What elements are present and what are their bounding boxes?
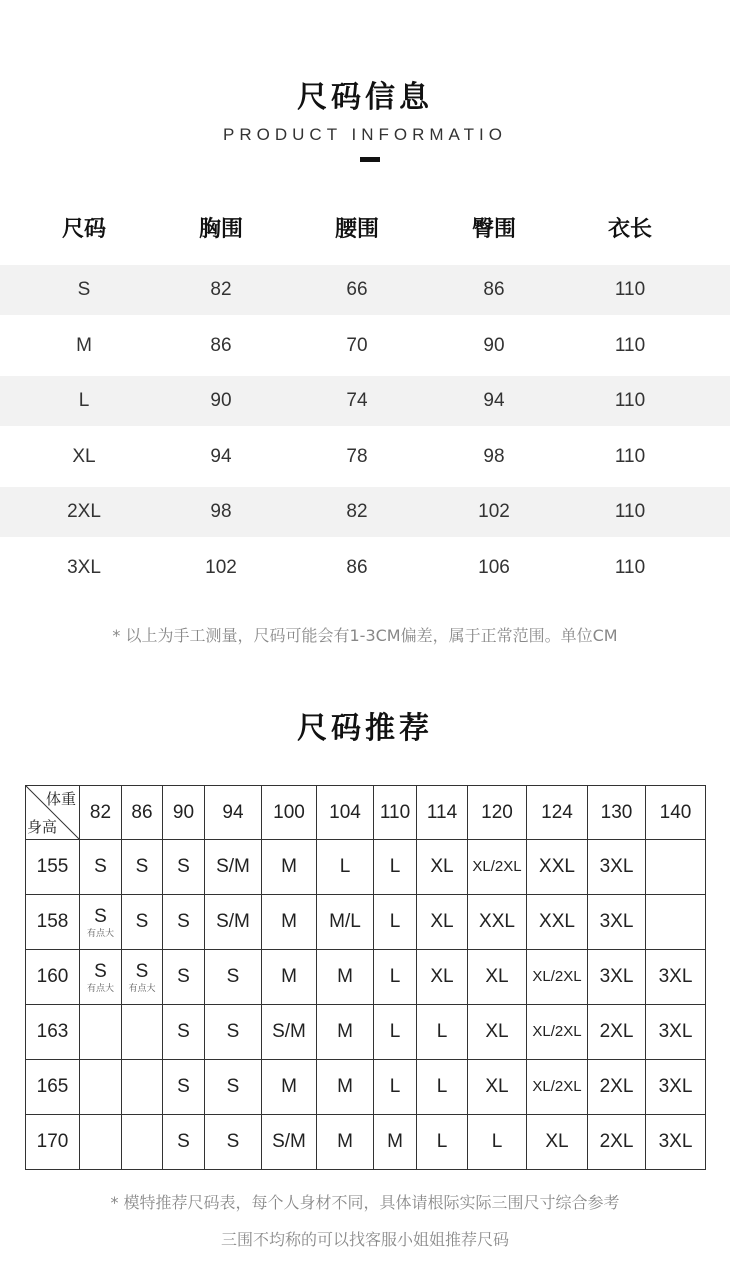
recommended-size: S: [226, 1076, 240, 1097]
size-cell: 110: [614, 501, 646, 522]
size-recommend-cell: [588, 1060, 646, 1115]
size-recommend-cell: [122, 1005, 163, 1060]
size-recommend-cell: [205, 950, 262, 1005]
header-size: 尺码: [61, 217, 106, 242]
size-cell: 2XL: [67, 501, 101, 522]
size-cell: 82: [346, 501, 368, 522]
weight-header-cell: 100: [262, 786, 317, 840]
size-row: [0, 265, 730, 315]
size-recommend-cell: [646, 950, 706, 1005]
size-recommend-cell: [163, 1115, 205, 1170]
size-cell: 3XL: [67, 556, 101, 578]
recommended-size: XL/2XL: [472, 858, 522, 875]
size-recommend-cell: [527, 1005, 588, 1060]
size-cell: 86: [346, 556, 368, 578]
recommend-row: [26, 1005, 706, 1060]
weight-header-cell: 86: [122, 786, 163, 840]
size-recommend-cell: [163, 1005, 205, 1060]
size-recommend-cell: [588, 895, 646, 950]
size-recommend-cell: [122, 1060, 163, 1115]
size-recommend-cell: [588, 950, 646, 1005]
size-recommend-cell: [646, 895, 706, 950]
recommended-size: L: [491, 1131, 503, 1152]
size-row: [0, 321, 730, 371]
size-cell: 110: [614, 279, 646, 300]
size-recommend-cell: [262, 840, 317, 895]
size-cell: 98: [483, 445, 505, 467]
title-divider: [360, 157, 380, 162]
size-cell: S: [77, 279, 91, 300]
size-info-title: 尺码信息: [297, 80, 433, 115]
height-cell: 163: [26, 1005, 80, 1060]
recommended-size: M: [281, 911, 297, 932]
recommend-header-row: [26, 786, 706, 840]
size-cell: 98: [210, 501, 232, 522]
recommended-size: S: [177, 911, 190, 932]
size-recommend-cell: [317, 895, 374, 950]
size-cell: 86: [210, 334, 232, 356]
recommended-size: M: [337, 1131, 353, 1152]
recommend-row: [26, 840, 706, 895]
recommended-size: XXL: [479, 911, 515, 932]
recommended-size: XL: [430, 966, 454, 987]
recommended-size: XL/2XL: [532, 1078, 582, 1095]
size-recommend-cell: [468, 1060, 527, 1115]
size-cell: 66: [346, 279, 368, 300]
recommended-size: 3XL: [599, 966, 634, 987]
recommend-note-line1: * 模特推荐尺码表，每个人身材不同，具体请根际实际三围尺寸综合参考: [110, 1193, 620, 1212]
recommended-size: S: [177, 1076, 190, 1097]
recommended-size: S: [94, 906, 107, 927]
size-recommend-cell: [262, 1005, 317, 1060]
size-recommend-cell: [374, 840, 417, 895]
size-recommend-cell: [262, 895, 317, 950]
recommended-size: M: [337, 1021, 353, 1042]
recommended-size: M: [387, 1131, 403, 1152]
size-recommend-cell: [122, 895, 163, 950]
recommended-size: S/M: [216, 911, 250, 932]
recommended-size: S: [94, 961, 107, 982]
header-length: 衣长: [607, 217, 652, 242]
size-recommend-cell: [205, 895, 262, 950]
recommended-size: 2XL: [599, 1021, 634, 1042]
size-recommend-cell: [646, 1115, 706, 1170]
weight-header-cell: 90: [163, 786, 205, 840]
height-cell: 158: [26, 895, 80, 950]
recommended-size: L: [339, 856, 351, 877]
size-recommend-cell: [163, 840, 205, 895]
recommended-size: M: [281, 1076, 297, 1097]
size-recommend-cell: [317, 1060, 374, 1115]
size-recommend-cell: [527, 950, 588, 1005]
size-recommend-cell: [468, 1115, 527, 1170]
recommend-row: [26, 1115, 706, 1170]
recommended-size: S: [177, 856, 190, 877]
size-recommend-cell: [417, 950, 468, 1005]
size-cell: 102: [478, 501, 510, 522]
size-recommend-cell: [262, 950, 317, 1005]
size-recommend-cell: [163, 1060, 205, 1115]
recommended-size: S/M: [216, 856, 250, 877]
size-row: [0, 487, 730, 537]
size-recommend-cell: [417, 1060, 468, 1115]
header-hip: 臀围: [471, 217, 516, 242]
recommended-size: S/M: [272, 1021, 306, 1042]
recommend-note-line2: 三围不均称的可以找客服小姐姐推荐尺码: [220, 1230, 509, 1249]
corner-weight-label: 体重: [45, 791, 76, 808]
size-cell: 94: [483, 390, 505, 411]
weight-header-cell: 110: [374, 786, 417, 840]
size-recommend-cell: [588, 1115, 646, 1170]
size-cell: 90: [210, 390, 232, 411]
recommended-size: L: [436, 1131, 448, 1152]
size-recommend-cell: [374, 950, 417, 1005]
recommended-size: 3XL: [658, 1021, 693, 1042]
recommended-size: 2XL: [599, 1131, 634, 1152]
recommended-size: XL: [430, 911, 454, 932]
size-note: 有点大: [86, 928, 114, 938]
height-cell: 165: [26, 1060, 80, 1115]
size-recommend-cell: [205, 1060, 262, 1115]
size-recommend-cell: [122, 950, 163, 1005]
size-recommend-cell: [468, 895, 527, 950]
recommended-size: XL: [485, 966, 509, 987]
recommend-title: 尺码推荐: [297, 711, 433, 746]
height-cell: 160: [26, 950, 80, 1005]
recommended-size: 3XL: [599, 911, 634, 932]
recommended-size: S/M: [272, 1131, 306, 1152]
size-recommend-cell: [80, 950, 122, 1005]
size-info-subtitle: PRODUCT INFORMATIO: [223, 125, 507, 144]
size-recommend-cell: [205, 1005, 262, 1060]
size-recommend-cell: [80, 840, 122, 895]
size-cell: 110: [614, 445, 646, 467]
size-cell: 74: [346, 390, 368, 411]
recommend-row: [26, 950, 706, 1005]
recommended-size: M: [337, 1076, 353, 1097]
size-cell: XL: [72, 445, 96, 467]
size-cell: 106: [478, 556, 510, 578]
size-cell: 94: [210, 445, 232, 467]
size-recommend-cell: [80, 1115, 122, 1170]
recommended-size: XXL: [539, 911, 575, 932]
recommended-size: S: [135, 856, 149, 877]
recommended-size: M: [281, 966, 297, 987]
size-cell: 102: [205, 556, 237, 578]
header-chest: 胸围: [198, 217, 243, 242]
recommend-row: [26, 1060, 706, 1115]
size-recommend-cell: [317, 950, 374, 1005]
size-cell: 86: [483, 279, 505, 300]
recommended-size: M/L: [329, 911, 361, 932]
recommended-size: XL: [545, 1131, 569, 1152]
size-cell: 110: [614, 390, 646, 411]
size-row: [0, 376, 730, 426]
header-waist: 腰围: [334, 217, 379, 242]
height-cell: 155: [26, 840, 80, 895]
corner-cell: [26, 786, 80, 840]
size-recommend-cell: [417, 1115, 468, 1170]
recommended-size: 3XL: [599, 856, 634, 877]
height-cell: 170: [26, 1115, 80, 1170]
size-recommend-cell: [80, 1060, 122, 1115]
weight-header-cell: 120: [468, 786, 527, 840]
recommended-size: S: [226, 1021, 240, 1042]
size-note: 有点大: [128, 983, 156, 993]
size-recommend-cell: [317, 1115, 374, 1170]
recommended-size: XL/2XL: [532, 1023, 582, 1040]
size-recommend-cell: [527, 1115, 588, 1170]
recommended-size: M: [337, 966, 353, 987]
size-recommend-cell: [374, 1060, 417, 1115]
weight-header-cell: 130: [588, 786, 646, 840]
size-cell: M: [76, 334, 92, 356]
size-info-note: * 以上为手工测量，尺码可能会有1-3CM偏差，属于正常范围。单位CM: [112, 626, 618, 645]
size-recommend-cell: [417, 1005, 468, 1060]
recommended-size: L: [436, 1076, 448, 1097]
recommended-size: S: [135, 961, 149, 982]
recommended-size: S: [226, 1131, 240, 1152]
recommended-size: L: [389, 856, 401, 877]
corner-height-label: 身高: [27, 819, 58, 836]
size-cell: 90: [483, 334, 505, 356]
size-recommend-cell: [646, 1060, 706, 1115]
size-note: 有点大: [86, 983, 114, 993]
size-cell: 82: [210, 279, 232, 300]
size-cell: 78: [346, 445, 368, 467]
recommended-size: L: [389, 966, 401, 987]
size-row: [0, 432, 730, 482]
weight-header-cell: 104: [317, 786, 374, 840]
weight-header-cell: 140: [646, 786, 706, 840]
weight-header-cell: 114: [417, 786, 468, 840]
size-recommend-cell: [317, 1005, 374, 1060]
size-recommend-cell: [122, 840, 163, 895]
recommended-size: 3XL: [658, 1131, 693, 1152]
size-recommend-cell: [417, 840, 468, 895]
size-recommend-cell: [527, 840, 588, 895]
recommended-size: 3XL: [658, 1076, 693, 1097]
size-recommend-cell: [588, 1005, 646, 1060]
recommended-size: XL/2XL: [532, 968, 582, 985]
size-recommend-cell: [417, 895, 468, 950]
recommended-size: L: [389, 1021, 401, 1042]
size-recommend-cell: [205, 1115, 262, 1170]
size-recommend-cell: [468, 1005, 527, 1060]
size-row: [0, 543, 730, 593]
size-recommend-cell: [163, 950, 205, 1005]
weight-header-cell: 82: [80, 786, 122, 840]
recommended-size: S: [94, 856, 107, 877]
size-recommend-cell: [262, 1115, 317, 1170]
recommended-size: S: [177, 1021, 190, 1042]
size-recommend-cell: [527, 895, 588, 950]
size-cell: L: [78, 390, 90, 411]
size-recommend-cell: [527, 1060, 588, 1115]
recommended-size: L: [389, 911, 401, 932]
recommended-size: 2XL: [599, 1076, 634, 1097]
size-recommend-cell: [374, 1005, 417, 1060]
size-recommend-cell: [646, 840, 706, 895]
recommended-size: L: [389, 1076, 401, 1097]
recommended-size: M: [281, 856, 297, 877]
size-recommend-cell: [163, 895, 205, 950]
recommend-row: [26, 895, 706, 950]
weight-header-cell: 124: [527, 786, 588, 840]
recommended-size: XL: [485, 1076, 509, 1097]
size-recommend-cell: [646, 1005, 706, 1060]
weight-header-cell: 94: [205, 786, 262, 840]
size-recommend-cell: [80, 895, 122, 950]
recommended-size: S: [177, 966, 190, 987]
size-recommend-cell: [80, 1005, 122, 1060]
size-recommend-cell: [468, 950, 527, 1005]
size-recommend-cell: [317, 840, 374, 895]
size-cell: 110: [614, 334, 646, 356]
size-table-header: [0, 210, 730, 250]
size-recommend-cell: [374, 895, 417, 950]
recommended-size: L: [436, 1021, 448, 1042]
recommended-size: 3XL: [658, 966, 693, 987]
size-recommend-cell: [468, 840, 527, 895]
size-cell: 110: [614, 556, 646, 578]
recommended-size: XXL: [539, 856, 575, 877]
size-recommend-cell: [122, 1115, 163, 1170]
recommended-size: XL: [485, 1021, 509, 1042]
size-recommend-cell: [588, 840, 646, 895]
recommended-size: XL: [430, 856, 454, 877]
size-recommend-cell: [262, 1060, 317, 1115]
size-recommend-cell: [205, 840, 262, 895]
size-recommend-cell: [374, 1115, 417, 1170]
recommended-size: S: [135, 911, 149, 932]
recommended-size: S: [177, 1131, 190, 1152]
recommend-table: [25, 785, 706, 1170]
recommended-size: S: [226, 966, 240, 987]
size-cell: 70: [346, 334, 368, 356]
